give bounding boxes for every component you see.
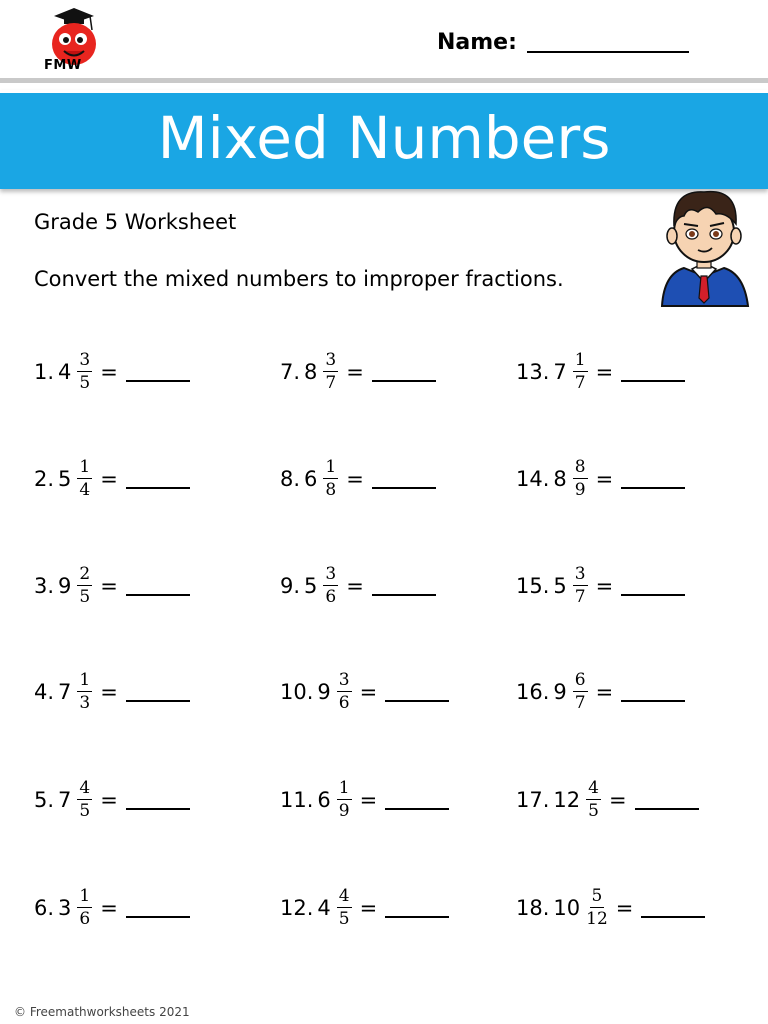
numerator: 1 [325, 457, 337, 477]
problem-number: 2. [34, 467, 55, 491]
denominator: 3 [79, 693, 91, 713]
whole-number: 5 [58, 467, 72, 491]
fraction [586, 888, 608, 928]
problem-8 [280, 459, 436, 499]
problem-9 [280, 566, 436, 606]
fraction [337, 672, 352, 712]
answer-blank[interactable] [385, 898, 449, 918]
fraction [337, 780, 352, 820]
answer-blank[interactable] [621, 576, 685, 596]
problem-4 [34, 672, 190, 712]
denominator: 5 [79, 587, 91, 607]
numerator: 1 [574, 350, 586, 370]
denominator: 6 [79, 909, 91, 929]
problem-number: 4. [34, 680, 55, 704]
answer-blank[interactable] [126, 898, 190, 918]
student-boy-illustration [654, 176, 754, 312]
answer-blank[interactable] [621, 362, 685, 382]
whole-number: 10 [553, 896, 581, 920]
copyright-footer: © Freemathworksheets 2021 [14, 1005, 190, 1019]
numerator: 5 [591, 886, 603, 906]
equals-sign: = [595, 360, 614, 384]
whole-number: 9 [58, 574, 72, 598]
problem-number: 16. [516, 680, 550, 704]
answer-blank[interactable] [372, 469, 436, 489]
problem-1 [34, 352, 190, 392]
fraction [77, 566, 92, 606]
denominator: 9 [338, 801, 350, 821]
equals-sign: = [359, 788, 378, 812]
equals-sign: = [346, 360, 364, 384]
numerator: 2 [79, 564, 91, 584]
problem-number: 9. [280, 574, 301, 598]
numerator: 6 [574, 670, 586, 690]
whole-number: 4 [317, 896, 331, 920]
denominator: 9 [574, 480, 586, 500]
worksheet-grade: Grade 5 Worksheet [34, 210, 237, 234]
denominator: 7 [574, 693, 586, 713]
fraction [586, 780, 601, 820]
fraction [337, 888, 352, 928]
denominator: 8 [325, 480, 337, 500]
fraction [323, 352, 338, 392]
logo-text: FMW [44, 58, 82, 73]
fraction [573, 566, 588, 606]
equals-sign: = [359, 896, 378, 920]
problem-number: 8. [280, 467, 301, 491]
problem-16 [516, 672, 685, 712]
denominator: 7 [325, 373, 337, 393]
whole-number: 7 [58, 680, 72, 704]
problem-number: 15. [516, 574, 550, 598]
fraction [573, 459, 588, 499]
fraction [77, 888, 92, 928]
numerator: 3 [574, 564, 586, 584]
problem-3 [34, 566, 190, 606]
problem-10 [280, 672, 449, 712]
whole-number: 8 [553, 467, 567, 491]
name-field[interactable] [527, 51, 689, 53]
answer-blank[interactable] [126, 469, 190, 489]
problem-2 [34, 459, 190, 499]
numerator: 3 [325, 350, 337, 370]
denominator: 5 [338, 909, 350, 929]
numerator: 3 [338, 670, 350, 690]
denominator: 12 [586, 909, 608, 929]
problem-5 [34, 780, 190, 820]
answer-blank[interactable] [621, 682, 685, 702]
problem-number: 3. [34, 574, 55, 598]
problem-number: 17. [516, 788, 550, 812]
whole-number: 3 [58, 896, 72, 920]
denominator: 5 [79, 373, 91, 393]
problem-13 [516, 352, 685, 392]
equals-sign: = [595, 574, 614, 598]
denominator: 7 [574, 587, 586, 607]
problem-12 [280, 888, 449, 928]
equals-sign: = [615, 896, 634, 920]
answer-blank[interactable] [372, 576, 436, 596]
answer-blank[interactable] [372, 362, 436, 382]
instructions: Convert the mixed numbers to improper fractions. [34, 267, 564, 291]
equals-sign: = [346, 574, 364, 598]
problem-number: 7. [280, 360, 301, 384]
whole-number: 9 [553, 680, 567, 704]
answer-blank[interactable] [126, 682, 190, 702]
numerator: 3 [79, 350, 91, 370]
header-divider [0, 78, 768, 83]
answer-blank[interactable] [641, 898, 705, 918]
fraction [77, 352, 92, 392]
problem-14 [516, 459, 685, 499]
numerator: 4 [79, 778, 91, 798]
equals-sign: = [595, 680, 614, 704]
equals-sign: = [100, 360, 118, 384]
equals-sign: = [346, 467, 364, 491]
fraction [77, 780, 92, 820]
denominator: 6 [325, 587, 337, 607]
fraction [77, 459, 92, 499]
whole-number: 7 [58, 788, 72, 812]
whole-number: 6 [304, 467, 318, 491]
equals-sign: = [100, 467, 118, 491]
problem-6 [34, 888, 190, 928]
numerator: 4 [588, 778, 599, 798]
problem-number: 10. [280, 680, 314, 704]
fraction [573, 672, 588, 712]
answer-blank[interactable] [385, 682, 449, 702]
answer-blank[interactable] [621, 469, 685, 489]
equals-sign: = [595, 467, 614, 491]
answer-blank[interactable] [635, 790, 699, 810]
answer-blank[interactable] [126, 362, 190, 382]
numerator: 1 [79, 670, 91, 690]
numerator: 4 [338, 886, 350, 906]
whole-number: 6 [317, 788, 331, 812]
answer-blank[interactable] [126, 576, 190, 596]
denominator: 5 [588, 801, 599, 821]
problem-number: 11. [280, 788, 314, 812]
denominator: 6 [338, 693, 350, 713]
equals-sign: = [100, 680, 118, 704]
problem-number: 18. [516, 896, 550, 920]
whole-number: 7 [553, 360, 567, 384]
equals-sign: = [359, 680, 378, 704]
fraction [323, 566, 338, 606]
numerator: 1 [79, 457, 91, 477]
denominator: 5 [79, 801, 91, 821]
problem-number: 14. [516, 467, 550, 491]
whole-number: 4 [58, 360, 72, 384]
whole-number: 9 [317, 680, 331, 704]
equals-sign: = [608, 788, 627, 812]
problem-7 [280, 352, 436, 392]
page-title: Mixed Numbers [157, 104, 611, 172]
problem-11 [280, 780, 449, 820]
problem-number: 13. [516, 360, 550, 384]
fraction [573, 352, 588, 392]
denominator: 7 [574, 373, 586, 393]
whole-number: 5 [553, 574, 567, 598]
whole-number: 12 [553, 788, 581, 812]
problem-17 [516, 780, 699, 820]
problem-number: 5. [34, 788, 55, 812]
numerator: 1 [338, 778, 350, 798]
equals-sign: = [100, 574, 118, 598]
name-label: Name: [437, 30, 517, 55]
fraction [323, 459, 338, 499]
problem-15 [516, 566, 685, 606]
whole-number: 5 [304, 574, 318, 598]
whole-number: 8 [304, 360, 318, 384]
problem-number: 12. [280, 896, 314, 920]
denominator: 4 [79, 480, 91, 500]
answer-blank[interactable] [385, 790, 449, 810]
numerator: 1 [79, 886, 91, 906]
problem-18 [516, 888, 705, 928]
equals-sign: = [100, 788, 118, 812]
numerator: 3 [325, 564, 337, 584]
problem-number: 1. [34, 360, 55, 384]
fraction [77, 672, 92, 712]
problem-number: 6. [34, 896, 55, 920]
numerator: 8 [574, 457, 586, 477]
answer-blank[interactable] [126, 790, 190, 810]
equals-sign: = [100, 896, 118, 920]
